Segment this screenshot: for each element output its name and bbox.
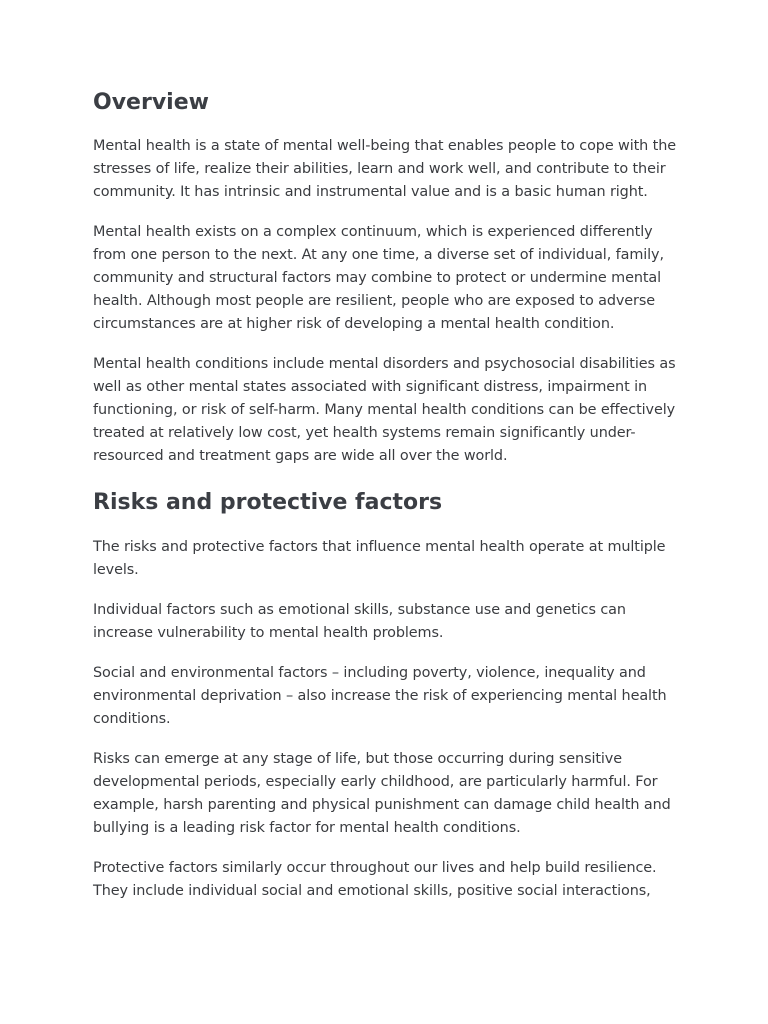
paragraph: The risks and protective factors that influence mental health operate at multiple levels.	[93, 539, 666, 578]
paragraph: Mental health exists on a complex continuum, which is experienced differently from one person to the next. At any one time, a diverse set of individual, family, community and structural factors may combine to protect or undermine mental health. Although most people are resilient, people who are exposed to adverse circumstances are at higher risk of developing a mental health condition.	[93, 224, 664, 332]
section-heading-risks: Risks and protective factors	[93, 490, 443, 515]
paragraph: Protective factors similarly occur throughout our lives and help build resilience. They include individual social and emotional skills, positive social interactions,	[93, 860, 657, 899]
section-heading-overview: Overview	[93, 90, 209, 115]
paragraph: Individual factors such as emotional skills, substance use and genetics can increase vulnerability to mental health problems.	[93, 602, 626, 641]
paragraph: Risks can emerge at any stage of life, but those occurring during sensitive developmental periods, especially early childhood, are particularly harmful. For example, harsh parenting and physical punishment can damage child health and bullying is a leading risk factor for mental health conditions.	[93, 751, 671, 836]
paragraph: Mental health is a state of mental well-being that enables people to cope with the stresses of life, realize their abilities, learn and work well, and contribute to their community. It has intrinsic and instrumental value and is a basic human right.	[93, 138, 676, 200]
article-body	[93, 86, 678, 920]
paragraph: Social and environmental factors – including poverty, violence, inequality and environmental deprivation – also increase the risk of experiencing mental health conditions.	[93, 665, 667, 727]
paragraph: Mental health conditions include mental disorders and psychosocial disabilities as well as other mental states associated with significant distress, impairment in functioning, or risk of self-harm. Many mental health conditions can be effectively treated at relatively low cost, yet health systems remain significantly under-resourced and treatment gaps are wide all over the world.	[93, 356, 676, 464]
